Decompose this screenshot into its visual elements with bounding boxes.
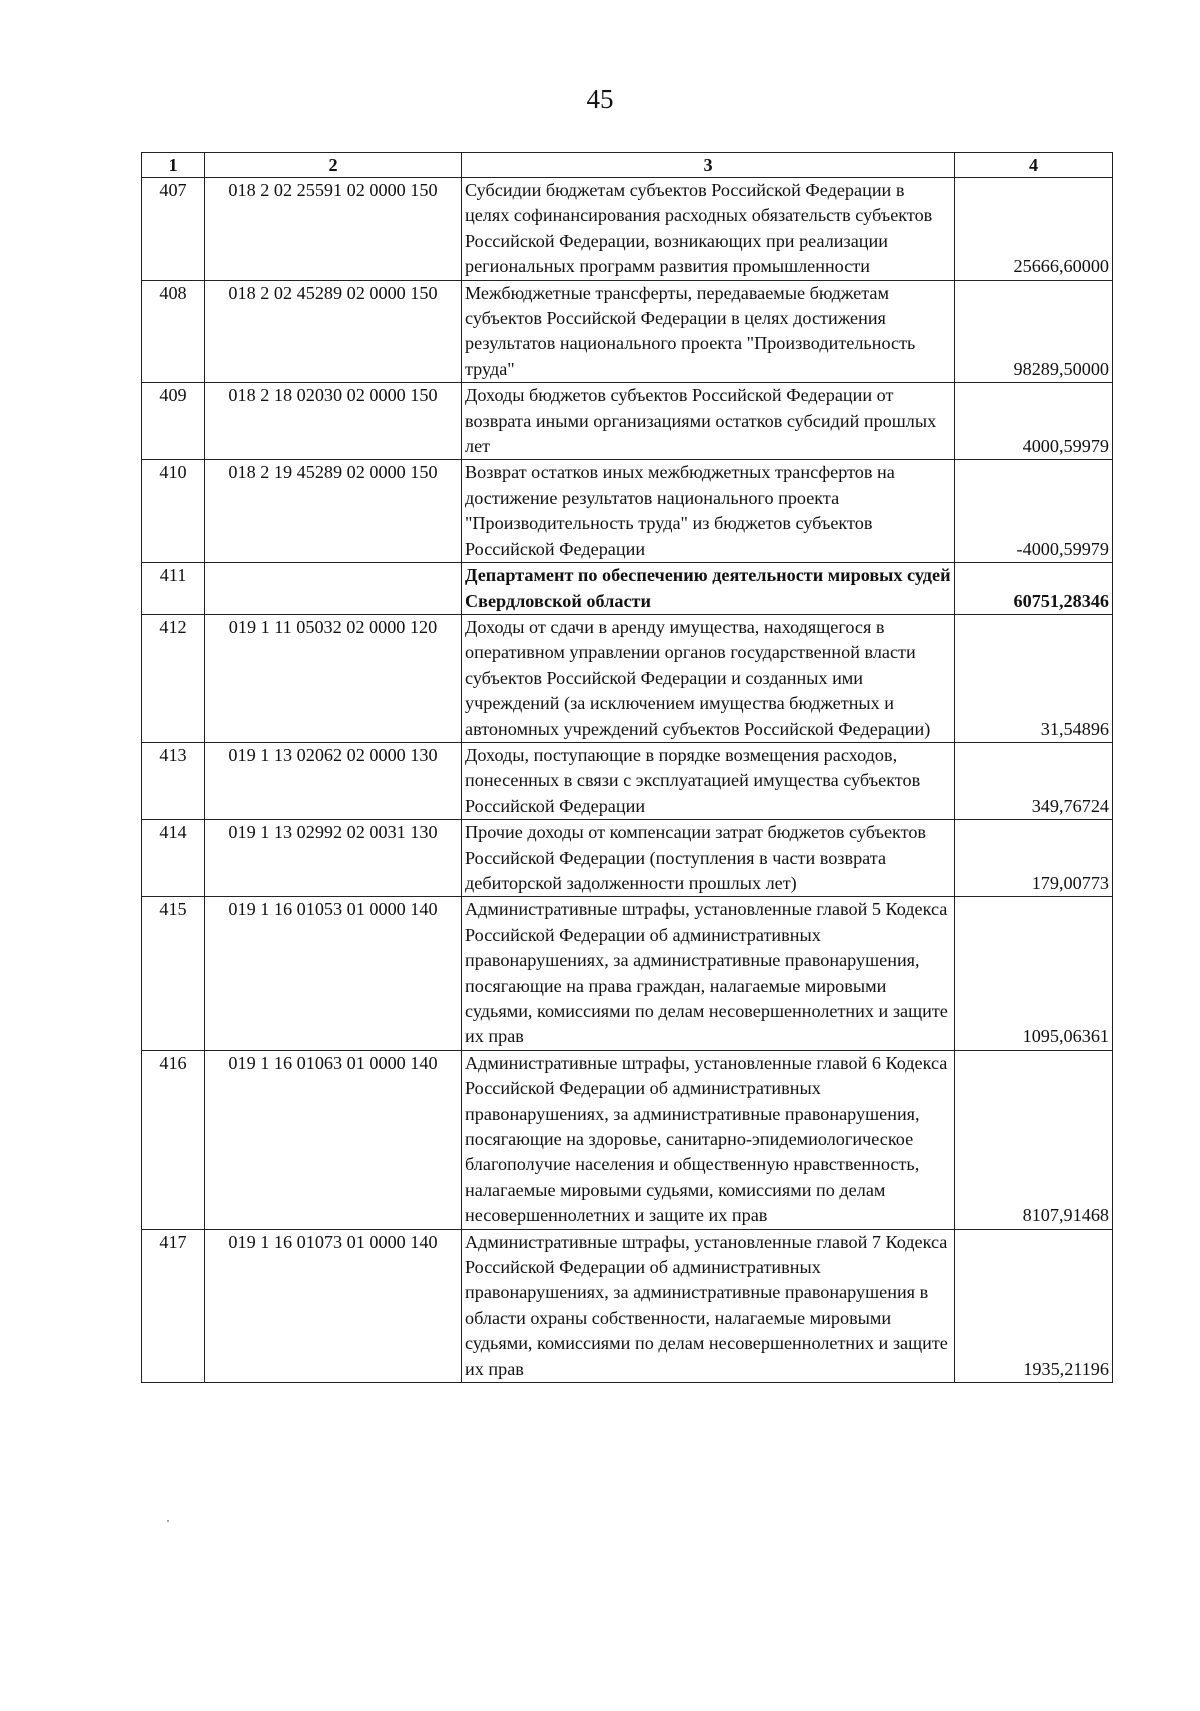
amount-cell: 4000,59979	[955, 383, 1113, 460]
budget-code-cell	[205, 563, 462, 615]
row-number-cell: 416	[142, 1050, 205, 1229]
row-number-cell: 407	[142, 178, 205, 281]
budget-code-cell: 019 1 13 02992 02 0031 130	[205, 820, 462, 897]
budget-code-cell: 018 2 02 25591 02 0000 150	[205, 178, 462, 281]
description-cell: Межбюджетные трансферты, передаваемые бюджетам субъектов Российской Федерации в целях достижения результатов национального проекта "Производительность труда"	[462, 280, 955, 383]
row-number-cell: 417	[142, 1229, 205, 1382]
column-header-2: 2	[205, 153, 462, 178]
budget-code-cell: 019 1 16 01053 01 0000 140	[205, 897, 462, 1050]
description-cell: Доходы, поступающие в порядке возмещения расходов, понесенных в связи с эксплуатацией имущества субъектов Российской Федерации	[462, 742, 955, 819]
amount-cell: 25666,60000	[955, 178, 1113, 281]
table-row	[142, 383, 1113, 460]
table-row	[142, 742, 1113, 819]
row-number-cell: 408	[142, 280, 205, 383]
amount-cell: 349,76724	[955, 742, 1113, 819]
description-cell: Административные штрафы, установленные главой 7 Кодекса Российской Федерации об административных правонарушениях, за административные правонарушения в области охраны собственности, налагаемые мировыми судьями, комиссиями по делам несовершеннолетних и защите их прав	[462, 1229, 955, 1382]
description-cell: Административные штрафы, установленные главой 6 Кодекса Российской Федерации об административных правонарушениях, за административные правонарушения, посягающие на здоровье, санитарно-эпидемиологическое благополучие населения и общественную нравственность, налагаемые мировыми судьями, комиссиями по делам несовершеннолетних и защите их прав	[462, 1050, 955, 1229]
amount-cell: 60751,28346	[955, 563, 1113, 615]
description-cell: Прочие доходы от компенсации затрат бюджетов субъектов Российской Федерации (поступления в части возврата дебиторской задолженности прошлых лет)	[462, 820, 955, 897]
budget-table	[141, 152, 1113, 1383]
table-row	[142, 1050, 1113, 1229]
description-cell: Доходы бюджетов субъектов Российской Федерации от возврата иными организациями остатков субсидий прошлых лет	[462, 383, 955, 460]
budget-code-cell: 019 1 11 05032 02 0000 120	[205, 614, 462, 742]
table-row	[142, 897, 1113, 1050]
table-row	[142, 563, 1113, 615]
row-number-cell: 415	[142, 897, 205, 1050]
row-number-cell: 413	[142, 742, 205, 819]
table-body	[142, 178, 1113, 1383]
column-header-4: 4	[955, 153, 1113, 178]
row-number-cell: 412	[142, 614, 205, 742]
table-row	[142, 178, 1113, 281]
table-row	[142, 280, 1113, 383]
amount-cell: 98289,50000	[955, 280, 1113, 383]
amount-cell: 1935,21196	[955, 1229, 1113, 1382]
description-cell: Административные штрафы, установленные главой 5 Кодекса Российской Федерации об административных правонарушениях, за административные правонарушения, посягающие на права граждан, налагаемые мировыми судьями, комиссиями по делам несовершеннолетних и защите их прав	[462, 897, 955, 1050]
row-number-cell: 410	[142, 460, 205, 563]
description-cell: Субсидии бюджетам субъектов Российской Федерации в целях софинансирования расходных обязательств субъектов Российской Федерации, возникающих при реализации региональных программ развития промышленности	[462, 178, 955, 281]
table-header-row	[142, 153, 1113, 178]
amount-cell: 1095,06361	[955, 897, 1113, 1050]
budget-code-cell: 018 2 02 45289 02 0000 150	[205, 280, 462, 383]
amount-cell: 179,00773	[955, 820, 1113, 897]
budget-code-cell: 018 2 18 02030 02 0000 150	[205, 383, 462, 460]
description-cell: Доходы от сдачи в аренду имущества, находящегося в оперативном управлении органов государственной власти субъектов Российской Федерации и созданных ими учреждений (за исключением имущества бюджетных и автономных учреждений субъектов Российской Федерации)	[462, 614, 955, 742]
description-cell: Департамент по обеспечению деятельности мировых судей Свердловской области	[462, 563, 955, 615]
table-row	[142, 460, 1113, 563]
amount-cell: 31,54896	[955, 614, 1113, 742]
column-header-1: 1	[142, 153, 205, 178]
row-number-cell: 411	[142, 563, 205, 615]
budget-code-cell: 019 1 13 02062 02 0000 130	[205, 742, 462, 819]
scan-speck	[167, 1520, 169, 1522]
amount-cell: -4000,59979	[955, 460, 1113, 563]
table-row	[142, 820, 1113, 897]
budget-code-cell: 018 2 19 45289 02 0000 150	[205, 460, 462, 563]
page-number: 45	[586, 84, 614, 114]
column-header-3: 3	[462, 153, 955, 178]
table-row	[142, 1229, 1113, 1382]
budget-code-cell: 019 1 16 01063 01 0000 140	[205, 1050, 462, 1229]
row-number-cell: 414	[142, 820, 205, 897]
amount-cell: 8107,91468	[955, 1050, 1113, 1229]
budget-code-cell: 019 1 16 01073 01 0000 140	[205, 1229, 462, 1382]
table-row	[142, 614, 1113, 742]
description-cell: Возврат остатков иных межбюджетных трансфертов на достижение результатов национального проекта "Производительность труда" из бюджетов субъектов Российской Федерации	[462, 460, 955, 563]
row-number-cell: 409	[142, 383, 205, 460]
